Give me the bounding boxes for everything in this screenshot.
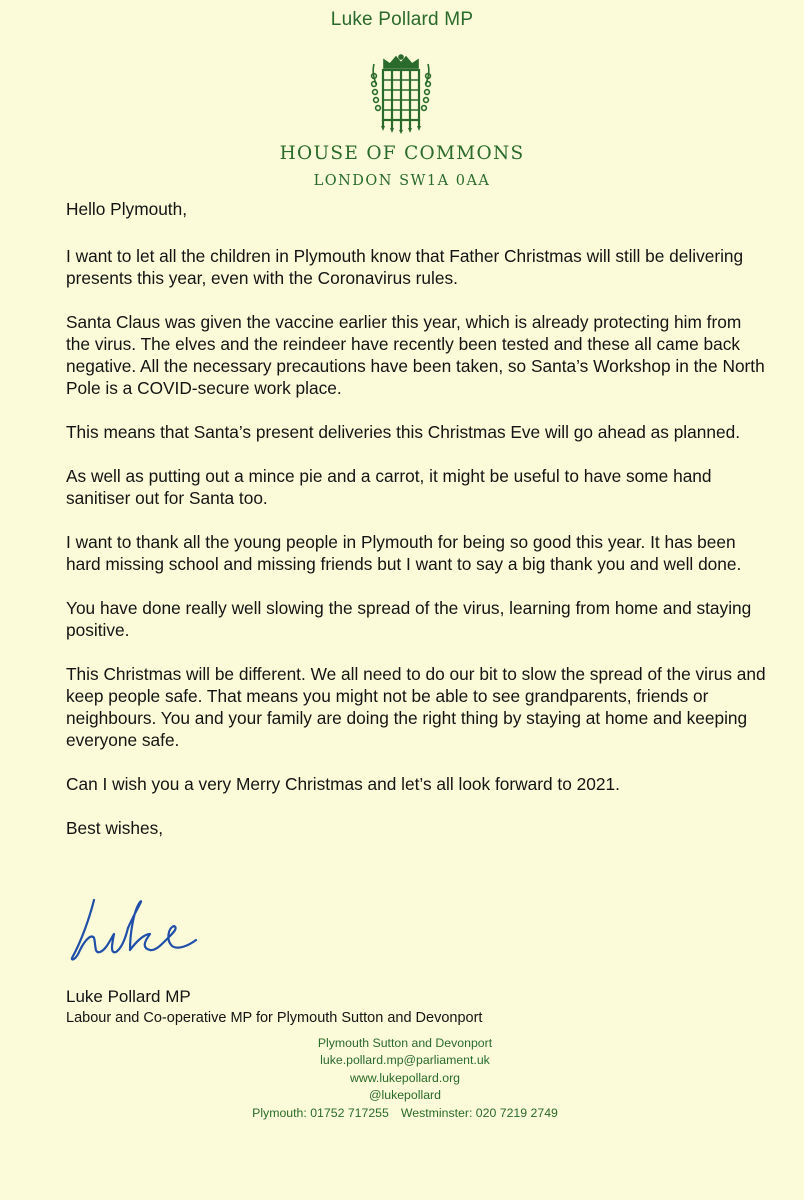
footer-constituency: Plymouth Sutton and Devonport: [317, 1036, 493, 1050]
handwritten-signature: [64, 888, 224, 966]
letter-paragraph: This Christmas will be different. We all need to do our bit to slow the spread of the virus and keep people safe. That means you might not be able to see grandparents, friends or neighbours. You and your family are doing the right thing by staying at home and keeping everyone safe.: [66, 664, 766, 750]
footer-phones: [200, 1105, 610, 1122]
footer-email[interactable]: luke.pollard.mp@parliament.uk: [320, 1053, 490, 1068]
letter-paragraph: You have done really well slowing the spread of the virus, learning from home and staying positive.: [66, 598, 752, 640]
letter-paragraph: I want to thank all the young people in Plymouth for being so good this year. It has been hard missing school and missing friends but I want to say a big thank you and well done.: [66, 532, 742, 574]
letterhead-name: Luke Pollard MP: [330, 9, 474, 30]
letter-signoff: Best wishes,: [66, 818, 164, 838]
letter-paragraph: This means that Santa’s present deliveries this Christmas Eve will go ahead as planned.: [66, 422, 741, 442]
signatory-name: Luke Pollard MP: [66, 987, 191, 1006]
letter-paragraph: I want to let all the children in Plymouth know that Father Christmas will still be delivering presents this year, even with the Coronavirus rules.: [66, 246, 744, 288]
footer-phone-plymouth: Plymouth: 01752 717255: [252, 1105, 389, 1120]
letter-greeting: Hello Plymouth,: [66, 199, 188, 219]
footer-twitter[interactable]: @lukepollard: [369, 1088, 441, 1103]
institution-address: LONDON SW1A 0AA: [313, 173, 491, 189]
letter-paragraph: Santa Claus was given the vaccine earlier this year, which is already protecting him from the virus. The elves and the reindeer have recently been tested and these all came back negative. All the necessary precautions have been taken, so Santa’s Workshop in the North Pole is a COVID-secure work place.: [66, 312, 765, 398]
institution-name: HOUSE OF COMMONS: [279, 143, 525, 164]
footer-website[interactable]: www.lukepollard.org: [349, 1070, 461, 1085]
letter-paragraph: Can I wish you a very Merry Christmas and let’s all look forward to 2021.: [66, 774, 620, 794]
letter-footer: [200, 1035, 610, 1122]
signatory-title: Labour and Co-operative MP for Plymouth Sutton and Devonport: [66, 1010, 483, 1026]
letter-body: [66, 198, 766, 839]
letter-paragraph: As well as putting out a mince pie and a carrot, it might be useful to have some hand sanitiser out for Santa too.: [66, 466, 712, 508]
portcullis-icon: [370, 54, 432, 134]
footer-phone-westminster: Westminster: 020 7219 2749: [400, 1105, 558, 1120]
